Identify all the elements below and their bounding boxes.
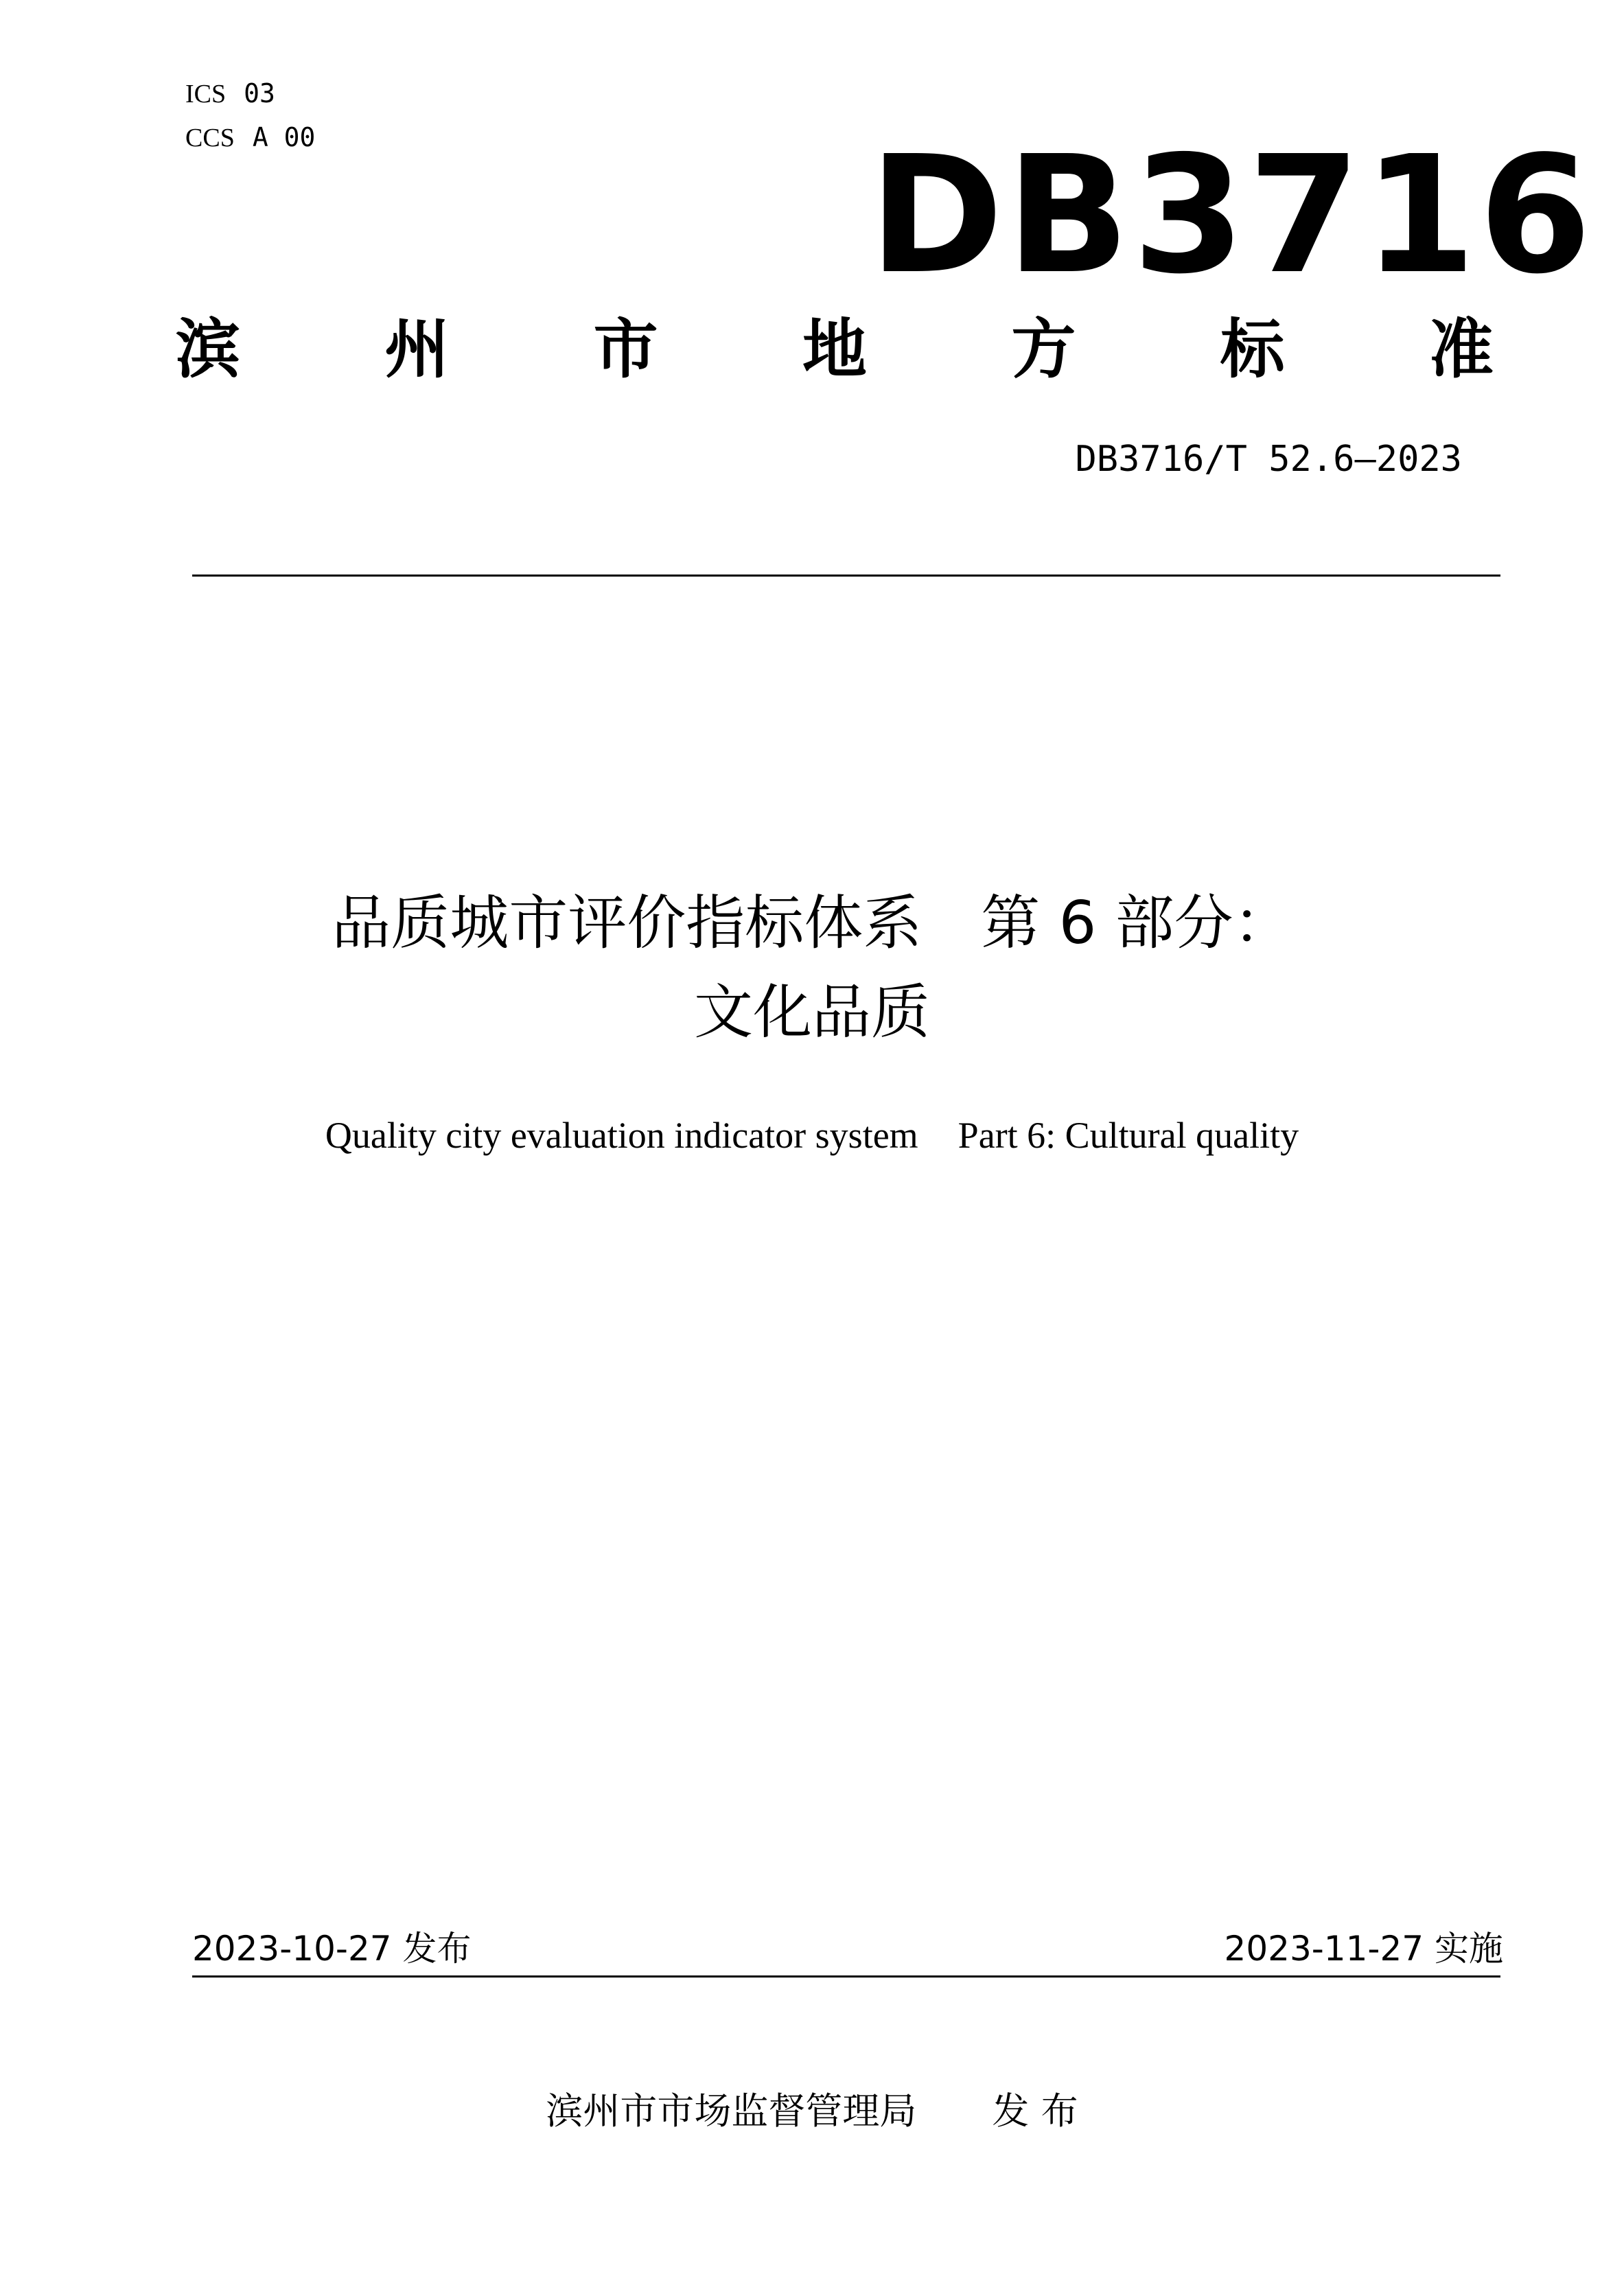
issuer-char: 滨 xyxy=(176,312,241,387)
issuer-char: 州 xyxy=(384,312,450,387)
title-chinese-line1: 品质城市评价指标体系 第 6 部分： xyxy=(332,889,1292,958)
issuer-char: 市 xyxy=(593,312,658,387)
issuer-char: 标 xyxy=(1220,312,1285,387)
title-chinese-line2: 文化品质 xyxy=(694,978,930,1047)
issuer-char: 准 xyxy=(1428,312,1494,387)
standard-logo: DB3716 xyxy=(869,121,1594,310)
ccs-code xyxy=(185,121,315,154)
ics-label: ICS xyxy=(185,80,227,108)
publisher-action: 发 布 xyxy=(992,2089,1078,2133)
publisher xyxy=(0,2088,1624,2135)
issuer-heading xyxy=(176,310,1494,390)
title-english-part-b: Part 6: Cultural quality xyxy=(958,1115,1299,1156)
ics-value: 03 xyxy=(244,78,275,108)
issuer-char: 地 xyxy=(802,312,867,387)
title-english xyxy=(0,1112,1624,1159)
publish-date: 2023-10-27 发布 xyxy=(192,1929,472,1969)
footer-divider xyxy=(192,1975,1500,1978)
effective-date: 2023-11-27 实施 xyxy=(1224,1929,1503,1969)
standard-number: DB3716/T 52.6—2023 xyxy=(1075,439,1462,480)
ccs-value: A 00 xyxy=(252,122,316,152)
ics-code xyxy=(185,77,275,111)
ccs-label: CCS xyxy=(185,124,235,152)
issuer-char: 方 xyxy=(1011,312,1076,387)
header-divider xyxy=(192,575,1500,577)
publisher-name: 滨州市市场监督管理局 xyxy=(546,2089,917,2133)
title-english-part-a: Quality city evaluation indicator system xyxy=(325,1115,918,1156)
